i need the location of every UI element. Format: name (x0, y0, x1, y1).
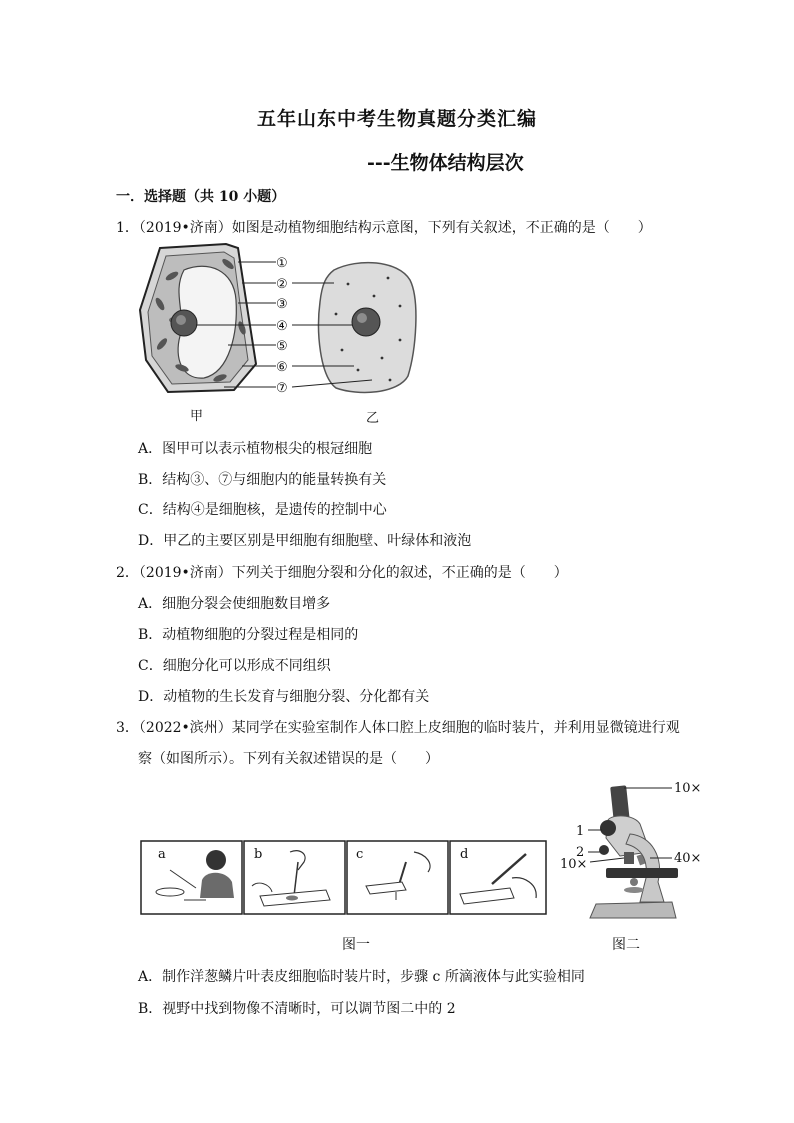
figure-1-steps (140, 840, 550, 918)
label-5: ⑤ (276, 339, 288, 354)
label-2: ② (276, 277, 288, 292)
label-1: ① (276, 256, 288, 271)
objective-high-label: 40× (674, 851, 702, 866)
q1-option-c: C．结构④是细胞核，是遗传的控制中心 (138, 502, 387, 518)
objective-low-label: 10× (560, 857, 588, 872)
caption-yi: 乙 (366, 411, 380, 426)
step-c-panel (347, 841, 448, 914)
svg-text:b: b (254, 847, 263, 862)
q1-option-a: A．图甲可以表示植物根尖的根冠细胞 (138, 441, 373, 457)
q2-option-d: D．动植物的生长发育与细胞分裂、分化都有关 (138, 689, 430, 705)
coarse-knob-label: 1 (576, 824, 585, 839)
svg-text:a: a (158, 847, 166, 862)
label-6: ⑥ (276, 360, 288, 375)
microscope (588, 785, 678, 918)
q2-option-b: B．动植物细胞的分裂过程是相同的 (138, 627, 359, 643)
svg-text:d: d (460, 847, 469, 862)
q1-option-d: D．甲乙的主要区别是甲细胞有细胞壁、叶绿体和液泡 (138, 533, 472, 549)
animal-cell (292, 263, 416, 393)
question-1-stem: 1．（2019•济南）如图是动植物细胞结构示意图，下列有关叙述，不正确的是（ ） (116, 220, 652, 236)
figure-1-caption: 图一 (342, 937, 370, 953)
page-subtitle: ---生物体结构层次 (367, 152, 524, 174)
label-7: ⑦ (276, 381, 288, 396)
caption-jia: 甲 (190, 409, 204, 424)
q1-option-b: B．结构③、⑦与细胞内的能量转换有关 (138, 472, 387, 488)
step-a-panel (141, 841, 242, 914)
section-heading: 一．选择题（共 10 小题） (116, 189, 286, 205)
label-3: ③ (276, 297, 288, 312)
label-4: ④ (276, 319, 288, 334)
q3-option-a: A．制作洋葱鳞片叶表皮细胞临时装片时，步骤 c 所滴液体与此实验相同 (138, 969, 585, 985)
microscope-figure (560, 778, 710, 930)
step-d-panel (450, 841, 546, 914)
q2-option-a: A．细胞分裂会使细胞数目增多 (138, 596, 331, 612)
question-3-stem-line2: 察（如图所示）。下列有关叙述错误的是（ ） (138, 751, 439, 767)
question-2-stem: 2．（2019•济南）下列关于细胞分裂和分化的叙述，不正确的是（ ） (116, 565, 568, 581)
eyepiece-label: 10× (674, 781, 702, 796)
cell-diagram (138, 240, 428, 430)
figure-2-caption: 图二 (612, 937, 640, 953)
page-title: 五年山东中考生物真题分类汇编 (256, 108, 537, 130)
q2-option-c: C．细胞分化可以形成不同组织 (138, 658, 331, 674)
question-3-stem-line1: 3．（2022•滨州）某同学在实验室制作人体口腔上皮细胞的临时装片，并利用显微镜进行观 (116, 720, 680, 736)
q3-option-b: B．视野中找到物像不清晰时，可以调节图二中的 2 (138, 1001, 456, 1017)
plant-cell (140, 244, 276, 392)
svg-text:c: c (356, 847, 364, 862)
step-b-panel (244, 841, 345, 914)
fine-knob-label: 2 (576, 845, 585, 860)
